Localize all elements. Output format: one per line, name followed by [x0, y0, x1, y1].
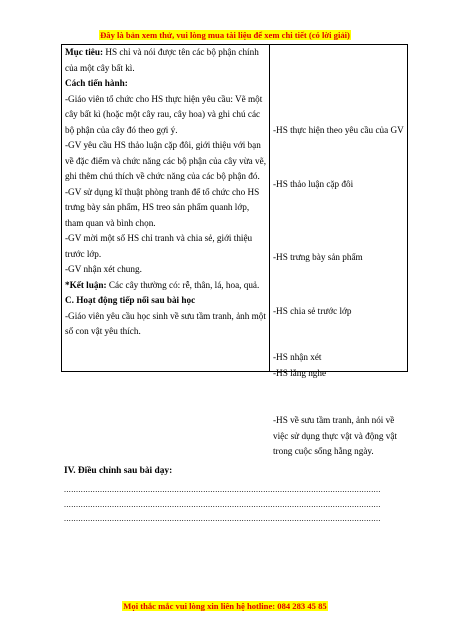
student-activities-cell: [270, 45, 408, 456]
student-response-4: -HS chia sẻ trước lớp: [273, 306, 352, 316]
student-response-5: -HS nhận xét: [273, 352, 322, 362]
student-response-6: -HS lắng nghe: [273, 368, 327, 378]
teacher-activities-cell: [62, 45, 270, 372]
objective-paragraph: Mục tiêu: HS chỉ và nói được tên các bộ phận chính của một cây bất kì.: [65, 47, 259, 73]
adjustment-heading: IV. Điều chỉnh sau bài dạy:: [64, 466, 173, 476]
student-response-1: -HS thực hiện theo yêu cầu của GV: [273, 125, 404, 135]
teacher-step-2: -GV yêu cầu HS thảo luận cặp đôi, giới thiệu với bạn về đặc điểm và chức năng các bộ phận của cây vừa vẽ, ghi thêm chú thích về chức năng của các bộ phận đó.: [65, 140, 267, 181]
student-response-2: -HS thảo luận cặp đôi: [273, 179, 354, 189]
teacher-step-5: -GV nhận xét chung.: [65, 264, 142, 274]
teacher-step-6: -Giáo viên yêu cầu học sinh về sưu tầm tranh, ảnh một số con vật yêu thích.: [65, 310, 266, 336]
procedure-heading: Cách tiến hành:: [65, 78, 128, 88]
student-response-7: -HS về sưu tầm tranh, ảnh nói về việc sử dụng thực vật và động vật trong cuộc sống hằng ngày.: [273, 415, 398, 456]
preview-notice: Đây là bản xem thử, vui lòng mua tài liệu để xem chi tiết (có lời giải): [100, 30, 350, 40]
conclusion-paragraph: *Kết luận: Các cây thường có: rễ, thân, lá, hoa, quả.: [65, 279, 260, 290]
section-c-heading: C. Hoạt động tiếp nối sau bài học: [65, 295, 196, 305]
dotted-line-3: ....................................................................................................................................: [64, 514, 381, 523]
student-response-3: -HS trưng bày sản phẩm: [273, 252, 363, 262]
teacher-step-4: -GV mời một số HS chỉ tranh và chia sẻ, giới thiệu trước lớp.: [65, 233, 253, 259]
hotline-notice: Mọi thắc mắc vui lòng xin liên hệ hotline: 084 283 45 85: [123, 601, 327, 611]
teacher-step-3: -GV sử dụng kĩ thuật phòng tranh để tổ chức cho HS trưng bày sản phẩm, HS treo sản phẩm quanh lớp, tham quan và bình chọn.: [65, 186, 260, 228]
dotted-line-2: ....................................................................................................................................: [64, 500, 381, 509]
lesson-table: [61, 44, 408, 456]
dotted-line-1: ....................................................................................................................................: [64, 485, 381, 494]
teacher-step-1: -Giáo viên tổ chức cho HS thực hiện yêu cầu: Vẽ một cây bất kì (hoặc một cây rau, cây hoa) và ghi chú các bộ phận của cây đó theo gợi ý.: [65, 93, 263, 135]
